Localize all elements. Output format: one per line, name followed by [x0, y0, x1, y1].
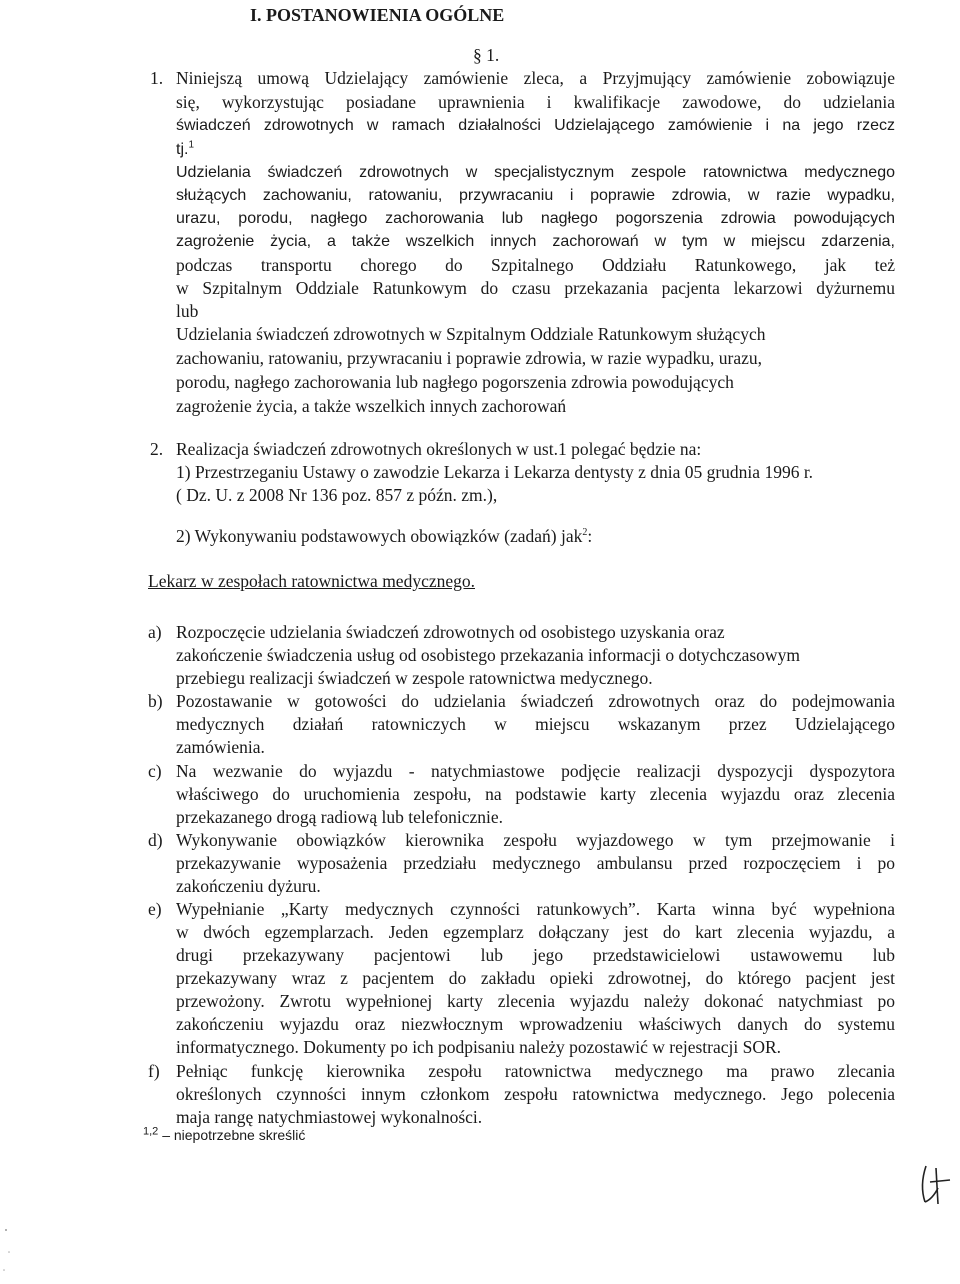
- item-e-line-4: przekazywany wraz z pacjentem do zakładu opieki zdrowotnej, do którego pacjent jest: [176, 968, 895, 988]
- paragraph-2-item-1-line-2: ( Dz. U. z 2008 Nr 136 poz. 857 z późn. zm.),: [176, 485, 498, 505]
- option-2-line-2: zachowaniu, ratowaniu, przywracaniu i poprawie zdrowia, w razie wypadku, urazu,: [176, 348, 763, 368]
- footnote: $^{1,2}$ – niepotrzebne skreślić: [143, 1125, 306, 1143]
- item-b-label: b): [148, 691, 163, 711]
- item-e-line-5: przewożony. Zwrotu wypełnionej karty zlecenia wyjazdu należy dokonać natychmiast po: [176, 991, 895, 1011]
- paragraph-2-text: Realizacja świadczeń zdrowotnych określonych w ust.1 polegać będzie na:: [176, 439, 702, 459]
- footnote-numbers: 1,2: [143, 1125, 159, 1138]
- page-heading: I. POSTANOWIENIA OGÓLNE: [250, 5, 505, 25]
- item-a-label: a): [148, 622, 162, 642]
- item-b-line-1: Pozostawanie w gotowości do udzielania świadczeń zdrowotnych oraz do podejmowania: [176, 691, 895, 711]
- footnote-ref-2: 2: [582, 527, 588, 539]
- item-e-line-6: zakończeniu wyjazdu oraz niezwłocznym wprowadzeniu właściwych danych do systemu: [176, 1014, 895, 1034]
- option-2-line-3: porodu, nagłego zachorowania lub nagłego pogorszenia zdrowia powodujących: [176, 372, 734, 392]
- paragraph-2-item-1-line-1: 1) Przestrzeganiu Ustawy o zawodzie Lekarza i Lekarza dentysty z dnia 05 grudnia 1996 r.: [176, 462, 814, 482]
- paragraph-1-number: 1.: [150, 68, 164, 88]
- option-1-line-1: Udzielania świadczeń zdrowotnych w specjalistycznym zespole ratownictwa medycznego: [176, 164, 895, 181]
- item-c-line-2: właściwego do uruchomienia zespołu, na podstawie karty zlecenia wyjazdu oraz zlecenia: [176, 784, 895, 804]
- item-e-line-1: Wypełnianie „Karty medycznych czynności ratunkowych”. Karta winna być wypełniona: [176, 899, 895, 919]
- option-separator-lub: lub: [176, 301, 199, 321]
- item-c-label: c): [148, 761, 162, 781]
- subheading-lekarz: Lekarz w zespołach ratownictwa medycznego.: [148, 571, 475, 591]
- paragraph-1-tj: tj.$^1$: [176, 139, 195, 158]
- item-f-line-2: określonych czynności innym członkom zespołu ratownictwa medycznego. Jego polecenia: [176, 1084, 895, 1104]
- paragraph-2-item-2: 2) Wykonywaniu podstawowych obowiązków (zadań) jak$^2$:: [176, 526, 593, 546]
- option-1-line-2: służących zachowaniu, ratowaniu, przywracaniu i poprawie zdrowia, w razie wypadku,: [176, 187, 895, 204]
- paragraph-1-line-3: świadczeń zdrowotnych w ramach działalności Udzielającego zamówienie i na jego rzecz: [176, 117, 895, 134]
- option-2-line-4: zagrożenie życia, a także wszelkich innych zachorowań: [176, 396, 567, 416]
- item-b-line-2: medycznych działań ratowniczych w miejscu wskazanym przez Udzielającego: [176, 714, 895, 734]
- footnote-ref-1: 1: [188, 139, 195, 151]
- option-1-line-5: podczas transportu chorego do Szpitalnego Oddziału Ratunkowego, jak też: [176, 255, 895, 275]
- item-f-label: f): [148, 1061, 160, 1081]
- option-2-line-1: Udzielania świadczeń zdrowotnych w Szpitalnym Oddziale Ratunkowym służących: [176, 324, 766, 344]
- item-d-line-1: Wykonywanie obowiązków kierownika zespołu wyjazdowego w tym przejmowanie i: [176, 830, 895, 850]
- paragraph-1-line-2: się, wykorzystując posiadane uprawnienia i kwalifikacje zawodowe, do udzielania: [176, 92, 895, 112]
- item-b-line-3: zamówienia.: [176, 737, 265, 757]
- item-f-line-1: Pełniąc funkcję kierownika zespołu ratownictwa medycznego ma prawo zlecania: [176, 1061, 895, 1081]
- item-a-line-3: przebiegu realizacji świadczeń w zespole ratownictwa medycznego.: [176, 668, 653, 688]
- section-number: § 1.: [473, 45, 500, 65]
- item-f-line-3: maja rangę natychmiastowej wykonalności.: [176, 1107, 483, 1127]
- item-e-line-3: drugi przekazywany pacjentowi lub jego przedstawicielowi ustawowemu lub: [176, 945, 895, 965]
- option-1-line-3: urazu, porodu, nagłego zachorowania lub nagłego pogorszenia zdrowia powodujących: [176, 210, 895, 227]
- scan-specks: [0, 1200, 40, 1284]
- item-a-line-2: zakończenie świadczenia usług od osobistego przekazania informacji o dotychczasowym: [176, 645, 800, 665]
- item-d-line-2: przekazywanie wyposażenia przedziału medycznego ambulansu przed rozpoczęciem i po: [176, 853, 895, 873]
- item-e-label: e): [148, 899, 162, 919]
- option-1-line-6: w Szpitalnym Oddziale Ratunkowym do czasu przekazania pacjenta lekarzowi dyżurnemu: [176, 278, 895, 298]
- option-1-line-4: zagrożenie życia, a także wszelkich innych zachorowań w tym w miejscu zdarzenia,: [176, 233, 895, 250]
- handwritten-initials: [916, 1162, 956, 1208]
- item-d-line-3: zakończeniu dyżuru.: [176, 876, 321, 896]
- item-c-line-3: przekazanego drogą radiową lub telefonicznie.: [176, 807, 503, 827]
- item-e-line-7: informatycznego. Dokumenty po ich podpisaniu należy pozostawić w rejestracji SOR.: [176, 1037, 782, 1057]
- paragraph-1-line-1: Niniejszą umową Udzielający zamówienie zleca, a Przyjmujący zamówienie zobowiązuje: [176, 68, 895, 88]
- item-c-line-1: Na wezwanie do wyjazdu - natychmiastowe podjęcie realizacji dyspozycji dyspozytora: [176, 761, 895, 781]
- paragraph-2-number: 2.: [150, 439, 164, 459]
- item-a-line-1: Rozpoczęcie udzielania świadczeń zdrowotnych od osobistego uzyskania oraz: [176, 622, 725, 642]
- item-d-label: d): [148, 830, 163, 850]
- item-e-line-2: w dwóch egzemplarzach. Jeden egzemplarz dołączany jest do kart zlecenia wyjazdu, a: [176, 922, 895, 942]
